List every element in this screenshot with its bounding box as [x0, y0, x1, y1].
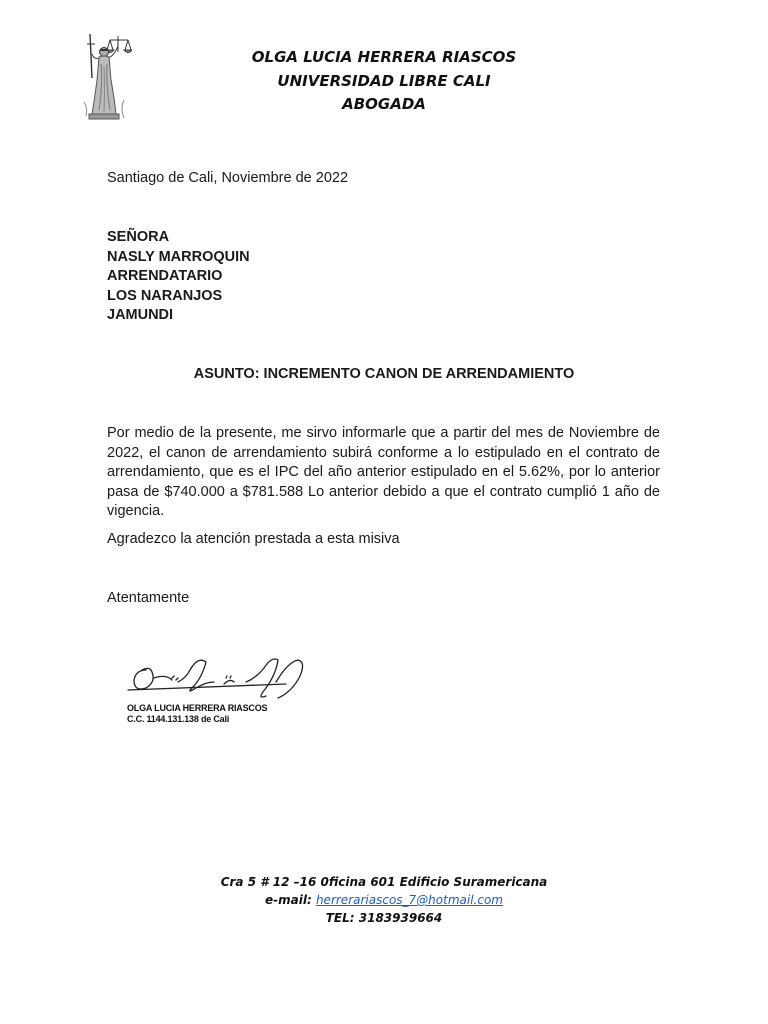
recipient-title: SEÑORA [107, 229, 170, 245]
recipient-name: NASLY MARROQUIN [107, 248, 250, 265]
letter-subject: ASUNTO: INCREMENTO CANON DE ARRENDAMIENTO [193, 366, 575, 382]
footer [0, 873, 768, 927]
letterhead [0, 46, 768, 117]
letter-body: Por medio de la presente, me sirvo informarle que a partir del mes de Noviembre de 2022, el canon de arrendamiento subirá conforme a lo estipulado en el contrato de arrendamiento, que es el IPC del año anterior estipulado en el 5.62%, por lo anterior pasa de $740.000 a $781.588 Lo anterior debido a que el contrato cumplió 1 año de vigencia. [107, 425, 660, 520]
footer-email-link[interactable]: herrerariascos_7@hotmail.com [315, 893, 503, 907]
footer-address: Cra 5 # 12 –16 0ficina 601 Edificio Suramericana [220, 875, 548, 889]
recipient-role: ARRENDATARIO [107, 268, 223, 284]
recipient-city: JAMUNDI [107, 307, 174, 323]
letterhead-profession: ABOGADA [342, 95, 426, 113]
letter-closing: Atentamente [107, 590, 190, 606]
footer-email-line [0, 891, 768, 909]
letterhead-name: OLGA LUCIA HERRERA RIASCOS [251, 48, 517, 66]
letter-thanks: Agradezco la atención prestada a esta misiva [107, 531, 400, 547]
letter-date: Santiago de Cali, Noviembre de 2022 [107, 170, 349, 186]
letterhead-university: UNIVERSIDAD LIBRE CALI [277, 71, 491, 90]
signature-id: C.C. 1144.131.138 de Cali [127, 714, 230, 724]
recipient-block [107, 228, 250, 326]
signature-name: OLGA LUCIA HERRERA RIASCOS [127, 703, 268, 713]
recipient-place: LOS NARANJOS [107, 287, 223, 304]
footer-phone: TEL: 3183939664 [325, 911, 443, 925]
handwritten-signature [106, 648, 311, 738]
footer-email-label: e-mail: [265, 893, 312, 907]
